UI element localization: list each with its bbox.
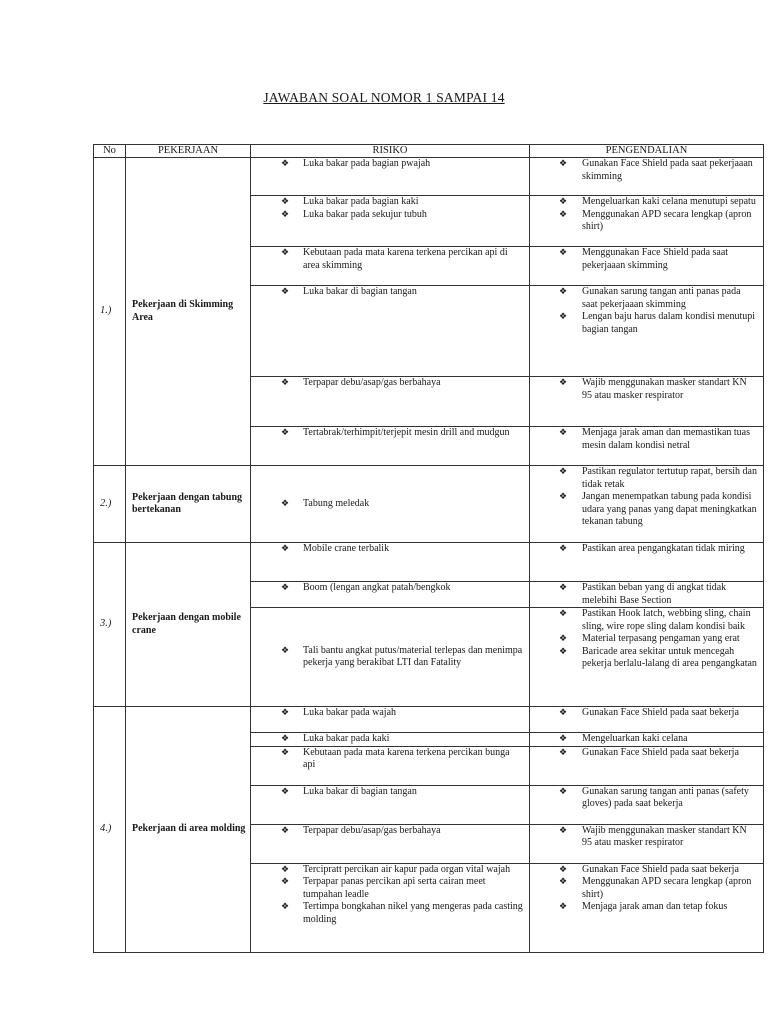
control-list: [530, 582, 763, 607]
risk-text: Tali bantu angkat putus/material terlepas dan menimpa pekerja yang berakibat LTI dan Fatality: [303, 644, 523, 668]
risk-control-table: [93, 144, 764, 953]
risk-cell: [251, 608, 530, 707]
risk-item: [251, 498, 529, 511]
diamond-bullet-icon: ❖: [559, 583, 568, 593]
risk-text: Luka bakar di bagian tangan: [303, 286, 417, 297]
diamond-bullet-icon: ❖: [559, 492, 568, 502]
control-list: [530, 466, 763, 529]
control-item: [530, 876, 763, 901]
control-item: [530, 864, 763, 877]
diamond-bullet-icon: ❖: [559, 312, 568, 322]
diamond-bullet-icon: ❖: [559, 609, 568, 619]
diamond-bullet-icon: ❖: [281, 583, 290, 593]
control-item: [530, 377, 763, 402]
risk-item: [251, 427, 529, 440]
risk-item: [251, 377, 529, 390]
control-list: [530, 707, 763, 720]
control-text: Pastikan Hook latch, webbing sling, chain sling, wire rope sling dalam kondisi baik: [582, 608, 751, 632]
diamond-bullet-icon: ❖: [281, 498, 290, 509]
diamond-bullet-icon: ❖: [559, 159, 568, 169]
diamond-bullet-icon: ❖: [559, 864, 568, 875]
diamond-bullet-icon: ❖: [559, 378, 568, 388]
risk-list: [251, 158, 529, 171]
control-list: [530, 247, 763, 272]
diamond-bullet-icon: ❖: [281, 209, 290, 220]
diamond-bullet-icon: ❖: [281, 877, 290, 887]
risk-list: [251, 427, 529, 440]
control-text: Menggunakan APD secara lengkap (apron shirt): [582, 876, 752, 900]
control-list: [530, 864, 763, 914]
diamond-bullet-icon: ❖: [281, 378, 290, 388]
control-list: [530, 825, 763, 850]
control-cell: [530, 608, 764, 707]
risk-list: [251, 864, 529, 927]
risk-item: [251, 582, 529, 595]
risk-item: [251, 733, 529, 746]
risk-text: Luka bakar pada bagian pwajah: [303, 158, 431, 169]
risk-list: [251, 377, 529, 390]
control-cell: [530, 785, 764, 824]
table-row: [94, 543, 764, 582]
header-risk: RISIKO: [251, 145, 530, 158]
risk-list: [251, 196, 529, 221]
diamond-bullet-icon: ❖: [281, 747, 290, 758]
risk-text: Kebutaan pada mata karena terkena percikan api di area skimming: [303, 247, 508, 271]
diamond-bullet-icon: ❖: [559, 877, 568, 887]
risk-text: Terpapar panas percikan api serta cairan meet tumpahan leadle: [303, 876, 486, 900]
risk-item: [251, 901, 529, 926]
control-text: Menjaga jarak aman dan tetap fokus: [582, 901, 728, 912]
control-cell: [530, 286, 764, 377]
risk-cell: [251, 377, 530, 427]
diamond-bullet-icon: ❖: [281, 428, 290, 438]
risk-item: [251, 196, 529, 209]
control-cell: [530, 733, 764, 747]
control-list: [530, 286, 763, 336]
control-list: [530, 427, 763, 452]
diamond-bullet-icon: ❖: [559, 902, 568, 912]
control-item: [530, 707, 763, 720]
risk-text: Terpapar debu/asap/gas berbahaya: [303, 824, 441, 836]
control-text: Mengeluarkan kaki celana menutupi sepatu: [582, 196, 756, 207]
risk-cell: [251, 582, 530, 608]
control-cell: [530, 863, 764, 952]
risk-cell: [251, 427, 530, 466]
control-item: [530, 491, 763, 529]
risk-list: [251, 747, 529, 772]
control-list: [530, 377, 763, 402]
risk-text: Mobile crane terbalik: [303, 543, 390, 554]
risk-text: Luka bakar pada wajah: [303, 707, 397, 718]
control-text: Menjaga jarak aman dan memastikan tuas mesin dalam kondisi netral: [582, 427, 750, 451]
risk-text: Luka bakar di bagian tangan: [303, 785, 417, 797]
risk-item: [251, 876, 529, 901]
control-text: Gunakan Face Shield pada saat bekerja: [582, 707, 739, 718]
diamond-bullet-icon: ❖: [559, 209, 568, 220]
risk-item: [251, 864, 529, 877]
risk-cell: [251, 286, 530, 377]
control-item: [530, 901, 763, 914]
diamond-bullet-icon: ❖: [281, 645, 290, 656]
control-item: [530, 825, 763, 850]
diamond-bullet-icon: ❖: [281, 248, 290, 258]
risk-list: [251, 286, 529, 299]
row-number: 2.): [94, 466, 126, 543]
control-text: Pastikan regulator tertutup rapat, bersih dan tidak retak: [582, 466, 757, 490]
risk-text: Terpapar debu/asap/gas berbahaya: [303, 377, 441, 388]
risk-text: Luka bakar pada kaki: [303, 733, 390, 744]
row-number: 1.): [94, 158, 126, 466]
risk-cell: [251, 196, 530, 247]
control-item: [530, 286, 763, 311]
control-item: [530, 633, 763, 646]
table-header-row: [94, 145, 764, 158]
row-number: 4.): [94, 707, 126, 953]
risk-item: [251, 158, 529, 171]
risk-text: Tercipratt percikan air kapur pada organ vital wajah: [303, 863, 511, 875]
diamond-bullet-icon: ❖: [559, 708, 568, 718]
control-list: [530, 786, 763, 811]
risk-list: [251, 645, 529, 670]
risk-cell: [251, 824, 530, 863]
risk-item: [251, 543, 529, 556]
control-item: [530, 608, 763, 633]
control-item: [530, 311, 763, 336]
risk-cell: [251, 746, 530, 785]
diamond-bullet-icon: ❖: [559, 467, 568, 477]
risk-list: [251, 247, 529, 272]
diamond-bullet-icon: ❖: [559, 428, 568, 438]
control-list: [530, 733, 763, 746]
control-text: Pastikan beban yang di angkat tidak melebihi Base Section: [582, 582, 727, 606]
diamond-bullet-icon: ❖: [281, 287, 290, 297]
control-text: Gunakan sarung tangan anti panas pada saat pekerjaaan skimming: [582, 286, 741, 310]
risk-list: [251, 498, 529, 511]
diamond-bullet-icon: ❖: [281, 159, 290, 169]
control-item: [530, 427, 763, 452]
risk-cell: [251, 543, 530, 582]
control-cell: [530, 247, 764, 286]
control-text: Menggunakan APD secara lengkap (apron shirt): [582, 208, 752, 232]
risk-cell: [251, 863, 530, 952]
diamond-bullet-icon: ❖: [281, 734, 290, 744]
risk-list: [251, 543, 529, 556]
diamond-bullet-icon: ❖: [281, 786, 290, 797]
control-item: [530, 247, 763, 272]
risk-list: [251, 825, 529, 838]
diamond-bullet-icon: ❖: [559, 825, 568, 836]
header-no: No: [94, 145, 126, 158]
risk-item: [251, 286, 529, 299]
control-text: Gunakan Face Shield pada saat bekerja: [582, 746, 739, 758]
table-row: [94, 466, 764, 543]
control-text: Gunakan Face Shield pada saat bekerja: [582, 863, 739, 875]
diamond-bullet-icon: ❖: [559, 646, 568, 657]
document-title: JAWABAN SOAL NOMOR 1 SAMPAI 14: [263, 90, 505, 105]
diamond-bullet-icon: ❖: [559, 197, 568, 207]
risk-text: Luka bakar pada bagian kaki: [303, 196, 419, 207]
table-row: [94, 158, 764, 196]
diamond-bullet-icon: ❖: [559, 734, 568, 744]
control-text: Pastikan area pengangkatan tidak miring: [582, 543, 745, 554]
risk-text: Boom (lengan angkat patah/bengkok: [303, 582, 451, 593]
table-row: [94, 707, 764, 733]
risk-list: [251, 786, 529, 799]
header-control: PENGENDALIAN: [530, 145, 764, 158]
diamond-bullet-icon: ❖: [559, 634, 568, 644]
control-text: Menggunakan Face Shield pada saat pekerjaaan skimming: [582, 247, 729, 271]
control-list: [530, 543, 763, 556]
control-item: [530, 786, 763, 811]
control-cell: [530, 543, 764, 582]
control-item: [530, 466, 763, 491]
control-text: Material terpasang pengaman yang erat: [582, 633, 740, 644]
control-text: Lengan baju harus dalam kondisi menutupi bagian tangan: [582, 311, 756, 335]
control-list: [530, 158, 763, 183]
risk-list: [251, 582, 529, 595]
diamond-bullet-icon: ❖: [281, 902, 290, 912]
control-item: [530, 543, 763, 556]
control-text: Gunakan Face Shield pada saat pekerjaaan skimming: [582, 158, 753, 182]
control-cell: [530, 158, 764, 196]
control-cell: [530, 377, 764, 427]
control-item: [530, 158, 763, 183]
control-item: [530, 747, 763, 760]
control-item: [530, 209, 763, 234]
control-text: Baricade area sekitar untuk mencegah pekerja berlalu-lalang di area pengangkatan: [582, 645, 757, 669]
control-item: [530, 582, 763, 607]
risk-cell: [251, 247, 530, 286]
control-list: [530, 747, 763, 760]
risk-list: [251, 707, 529, 720]
risk-item: [251, 645, 529, 670]
diamond-bullet-icon: ❖: [281, 544, 290, 554]
risk-item: [251, 247, 529, 272]
job-name: Pekerjaan dengan tabung bertekanan: [126, 466, 251, 543]
control-text: Wajib menggunakan masker standart KN 95 atau masker respirator: [582, 824, 747, 848]
diamond-bullet-icon: ❖: [559, 544, 568, 554]
diamond-bullet-icon: ❖: [559, 747, 568, 758]
diamond-bullet-icon: ❖: [281, 197, 290, 207]
risk-cell: [251, 785, 530, 824]
risk-item: [251, 825, 529, 838]
control-item: [530, 196, 763, 209]
diamond-bullet-icon: ❖: [281, 825, 290, 836]
diamond-bullet-icon: ❖: [559, 287, 568, 297]
control-text: Jangan menempatkan tabung pada kondisi udara yang panas yang dapat meningkatkan tekanan tabung: [582, 491, 757, 527]
risk-item: [251, 786, 529, 799]
control-text: Mengeluarkan kaki celana: [582, 733, 688, 744]
risk-text: Tertimpa bongkahan nikel yang mengeras pada casting molding: [303, 901, 523, 925]
control-cell: [530, 582, 764, 608]
diamond-bullet-icon: ❖: [559, 786, 568, 797]
risk-list: [251, 733, 529, 746]
risk-cell: [251, 707, 530, 733]
control-list: [530, 608, 763, 671]
table-body: [94, 158, 764, 953]
row-number: 3.): [94, 543, 126, 707]
job-name: Pekerjaan dengan mobile crane: [126, 543, 251, 707]
control-text: Wajib menggunakan masker standart KN 95 atau masker respirator: [582, 377, 747, 401]
control-item: [530, 733, 763, 746]
risk-text: Luka bakar pada sekujur tubuh: [303, 208, 427, 220]
risk-item: [251, 707, 529, 720]
header-job: PEKERJAAN: [126, 145, 251, 158]
risk-item: [251, 747, 529, 772]
control-cell: [530, 196, 764, 247]
risk-text: Tabung meledak: [303, 497, 370, 509]
diamond-bullet-icon: ❖: [559, 248, 568, 258]
risk-cell: [251, 158, 530, 196]
control-cell: [530, 824, 764, 863]
control-cell: [530, 466, 764, 543]
job-name: Pekerjaan di area molding: [126, 707, 251, 953]
control-item: [530, 646, 763, 671]
control-cell: [530, 427, 764, 466]
risk-item: [251, 209, 529, 222]
control-cell: [530, 746, 764, 785]
diamond-bullet-icon: ❖: [281, 864, 290, 875]
diamond-bullet-icon: ❖: [281, 708, 290, 718]
risk-cell: [251, 733, 530, 747]
risk-cell: [251, 466, 530, 543]
risk-text: Tertabrak/terhimpit/terjepit mesin drill and mudgun: [303, 427, 510, 438]
control-list: [530, 196, 763, 234]
control-cell: [530, 707, 764, 733]
risk-text: Kebutaan pada mata karena terkena percikan bunga api: [303, 746, 510, 770]
job-name: Pekerjaan di Skimming Area: [126, 158, 251, 466]
control-text: Gunakan sarung tangan anti panas (safety gloves) pada saat bekerja: [582, 785, 749, 809]
